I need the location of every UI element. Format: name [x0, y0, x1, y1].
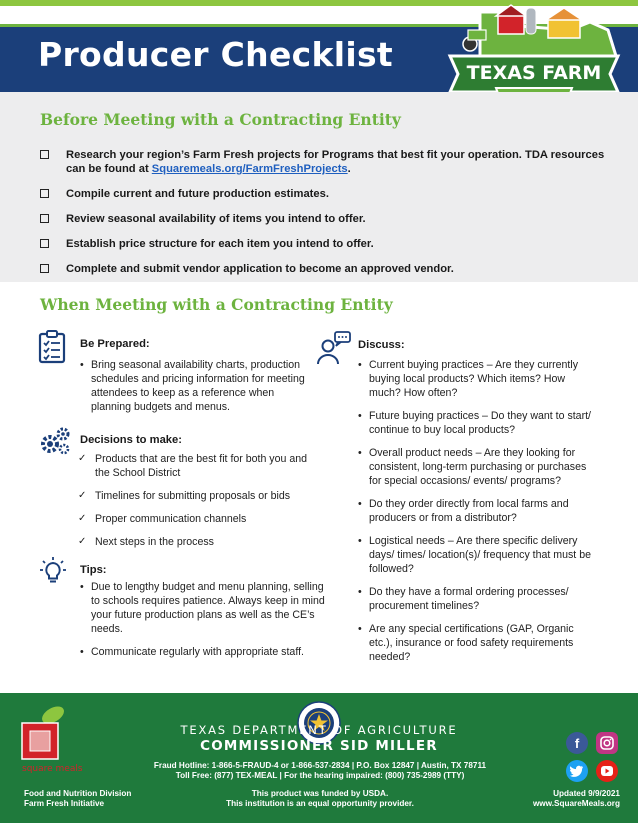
checklist-item — [40, 237, 610, 251]
checklist-text: Complete and submit vendor application to become an approved vendor. — [66, 263, 454, 275]
instagram-icon[interactable] — [596, 732, 618, 754]
decisions-heading: Decisions to make: — [80, 434, 182, 446]
meeting-left-column — [38, 330, 325, 666]
checklist-item — [40, 187, 610, 201]
checkbox-icon[interactable] — [40, 214, 49, 223]
website-link[interactable]: www.SquareMeals.org — [532, 799, 620, 808]
be-prepared-block — [38, 330, 318, 426]
be-prepared-list — [80, 358, 316, 423]
discuss-list — [358, 358, 598, 673]
meeting-section-title: When Meeting with a Contracting Entity — [40, 295, 393, 314]
fraud-hotline: Fraud Hotline: 1-866-5-FRAUD-4 or 1-866-537-2834 | P.O. Box 12847 | Austin, TX 78711 — [153, 761, 487, 770]
list-item: • Current buying practices – Are they currently buying local products? Which items? How much? How often? — [358, 358, 598, 400]
list-item: ✓ Products that are the best fit for both you and the School District — [80, 452, 320, 480]
usda-funded: This product was funded by USDA. — [251, 789, 389, 798]
checklist-text: Review seasonal availability of items you intend to offer. — [66, 213, 366, 225]
commissioner-name: COMMISSIONER SID MILLER — [200, 738, 438, 754]
be-prepared-heading: Be Prepared: — [80, 338, 150, 350]
checkbox-icon[interactable] — [40, 264, 49, 273]
page-footer — [0, 693, 638, 823]
tips-heading: Tips: — [80, 564, 107, 576]
gears-icon — [38, 426, 72, 456]
clipboard-checklist-icon — [38, 330, 68, 364]
tips-block — [38, 556, 325, 666]
list-item: • Logistical needs – Are there specific delivery days/ times/ location(s)/ frequency that must be followed? — [358, 534, 598, 576]
update-info — [533, 789, 620, 809]
before-meeting-section — [0, 92, 638, 282]
equal-opportunity: This institution is an equal opportunity provider. — [226, 799, 414, 808]
checkbox-icon[interactable] — [40, 189, 49, 198]
contact-info — [120, 761, 520, 781]
division-info — [24, 789, 131, 809]
checklist-text: Compile current and future production estimates. — [66, 188, 329, 200]
division-name: Food and Nutrition Division — [24, 789, 132, 798]
checklist-item — [40, 262, 610, 276]
list-item: ✓ Proper communication channels — [80, 512, 320, 526]
list-item: • Do they have a formal ordering processes/ procurement timelines? — [358, 585, 598, 613]
list-item: • Bring seasonal availability charts, production schedules and pricing information for meeting attendees to keep as a reference when planning budgets and menus. — [80, 358, 316, 414]
page-title: Producer Checklist — [38, 35, 393, 74]
list-item: • Due to lengthy budget and menu planning, selling to schools requires patience. Always keep in mind your future production plans as well as the CE’s needs. — [80, 580, 326, 636]
updated-date: Updated 9/9/2021 — [553, 789, 620, 798]
list-item: ✓ Timelines for submitting proposals or bids — [80, 489, 320, 503]
list-item: • Are any special certifications (GAP, Organic etc.), insurance or food safety requirements needed? — [358, 622, 598, 664]
list-item: ✓ Next steps in the process — [80, 535, 320, 549]
discuss-heading: Discuss: — [358, 339, 405, 351]
initiative-name: Farm Fresh Initiative — [24, 799, 105, 808]
twitter-icon[interactable] — [566, 760, 588, 782]
facebook-icon[interactable]: f — [566, 732, 588, 754]
checklist-text: Establish price structure for each item you intend to offer. — [66, 238, 374, 250]
checklist-item — [40, 148, 610, 176]
decisions-block — [38, 426, 318, 556]
toll-free: Toll Free: (877) TEX-MEAL | For the hearing impaired: (800) 735-2989 (TTY) — [175, 771, 465, 780]
checklist-text-tail: . — [347, 163, 351, 175]
before-section-title: Before Meeting with a Contracting Entity — [40, 110, 401, 129]
checklist-item — [40, 212, 610, 226]
lightbulb-icon — [38, 556, 68, 586]
decisions-list — [80, 452, 320, 558]
logo-text-line1: TEXAS FARM — [466, 62, 602, 84]
checklist-text: Research your region’s Farm Fresh projects for Programs that best fit your operation. TDA resources can be found at — [66, 149, 605, 175]
tips-list — [80, 580, 326, 668]
farm-fresh-projects-link[interactable]: Squaremeals.org/FarmFreshProjects — [151, 163, 348, 175]
usda-notice — [170, 789, 470, 809]
list-item: • Do they order directly from local farms and producers or from a distributor? — [358, 497, 598, 525]
department-name: TEXAS DEPARTMENT OF AGRICULTURE — [180, 723, 458, 737]
list-item: • Communicate regularly with appropriate staff. — [80, 645, 326, 659]
square-meals-logo-text: square meals — [22, 764, 83, 774]
checkbox-icon[interactable] — [40, 150, 49, 159]
before-checklist — [40, 148, 610, 287]
list-item: • Future buying practices – Do they want to start/ continue to buy local products? — [358, 409, 598, 437]
list-item: • Overall product needs – Are they looking for consistent, long-term purchasing or purchases for special occasions/ events/ programs? — [358, 446, 598, 488]
person-speech-bubble-icon — [316, 330, 352, 366]
checkbox-icon[interactable] — [40, 239, 49, 248]
youtube-icon[interactable] — [596, 760, 618, 782]
